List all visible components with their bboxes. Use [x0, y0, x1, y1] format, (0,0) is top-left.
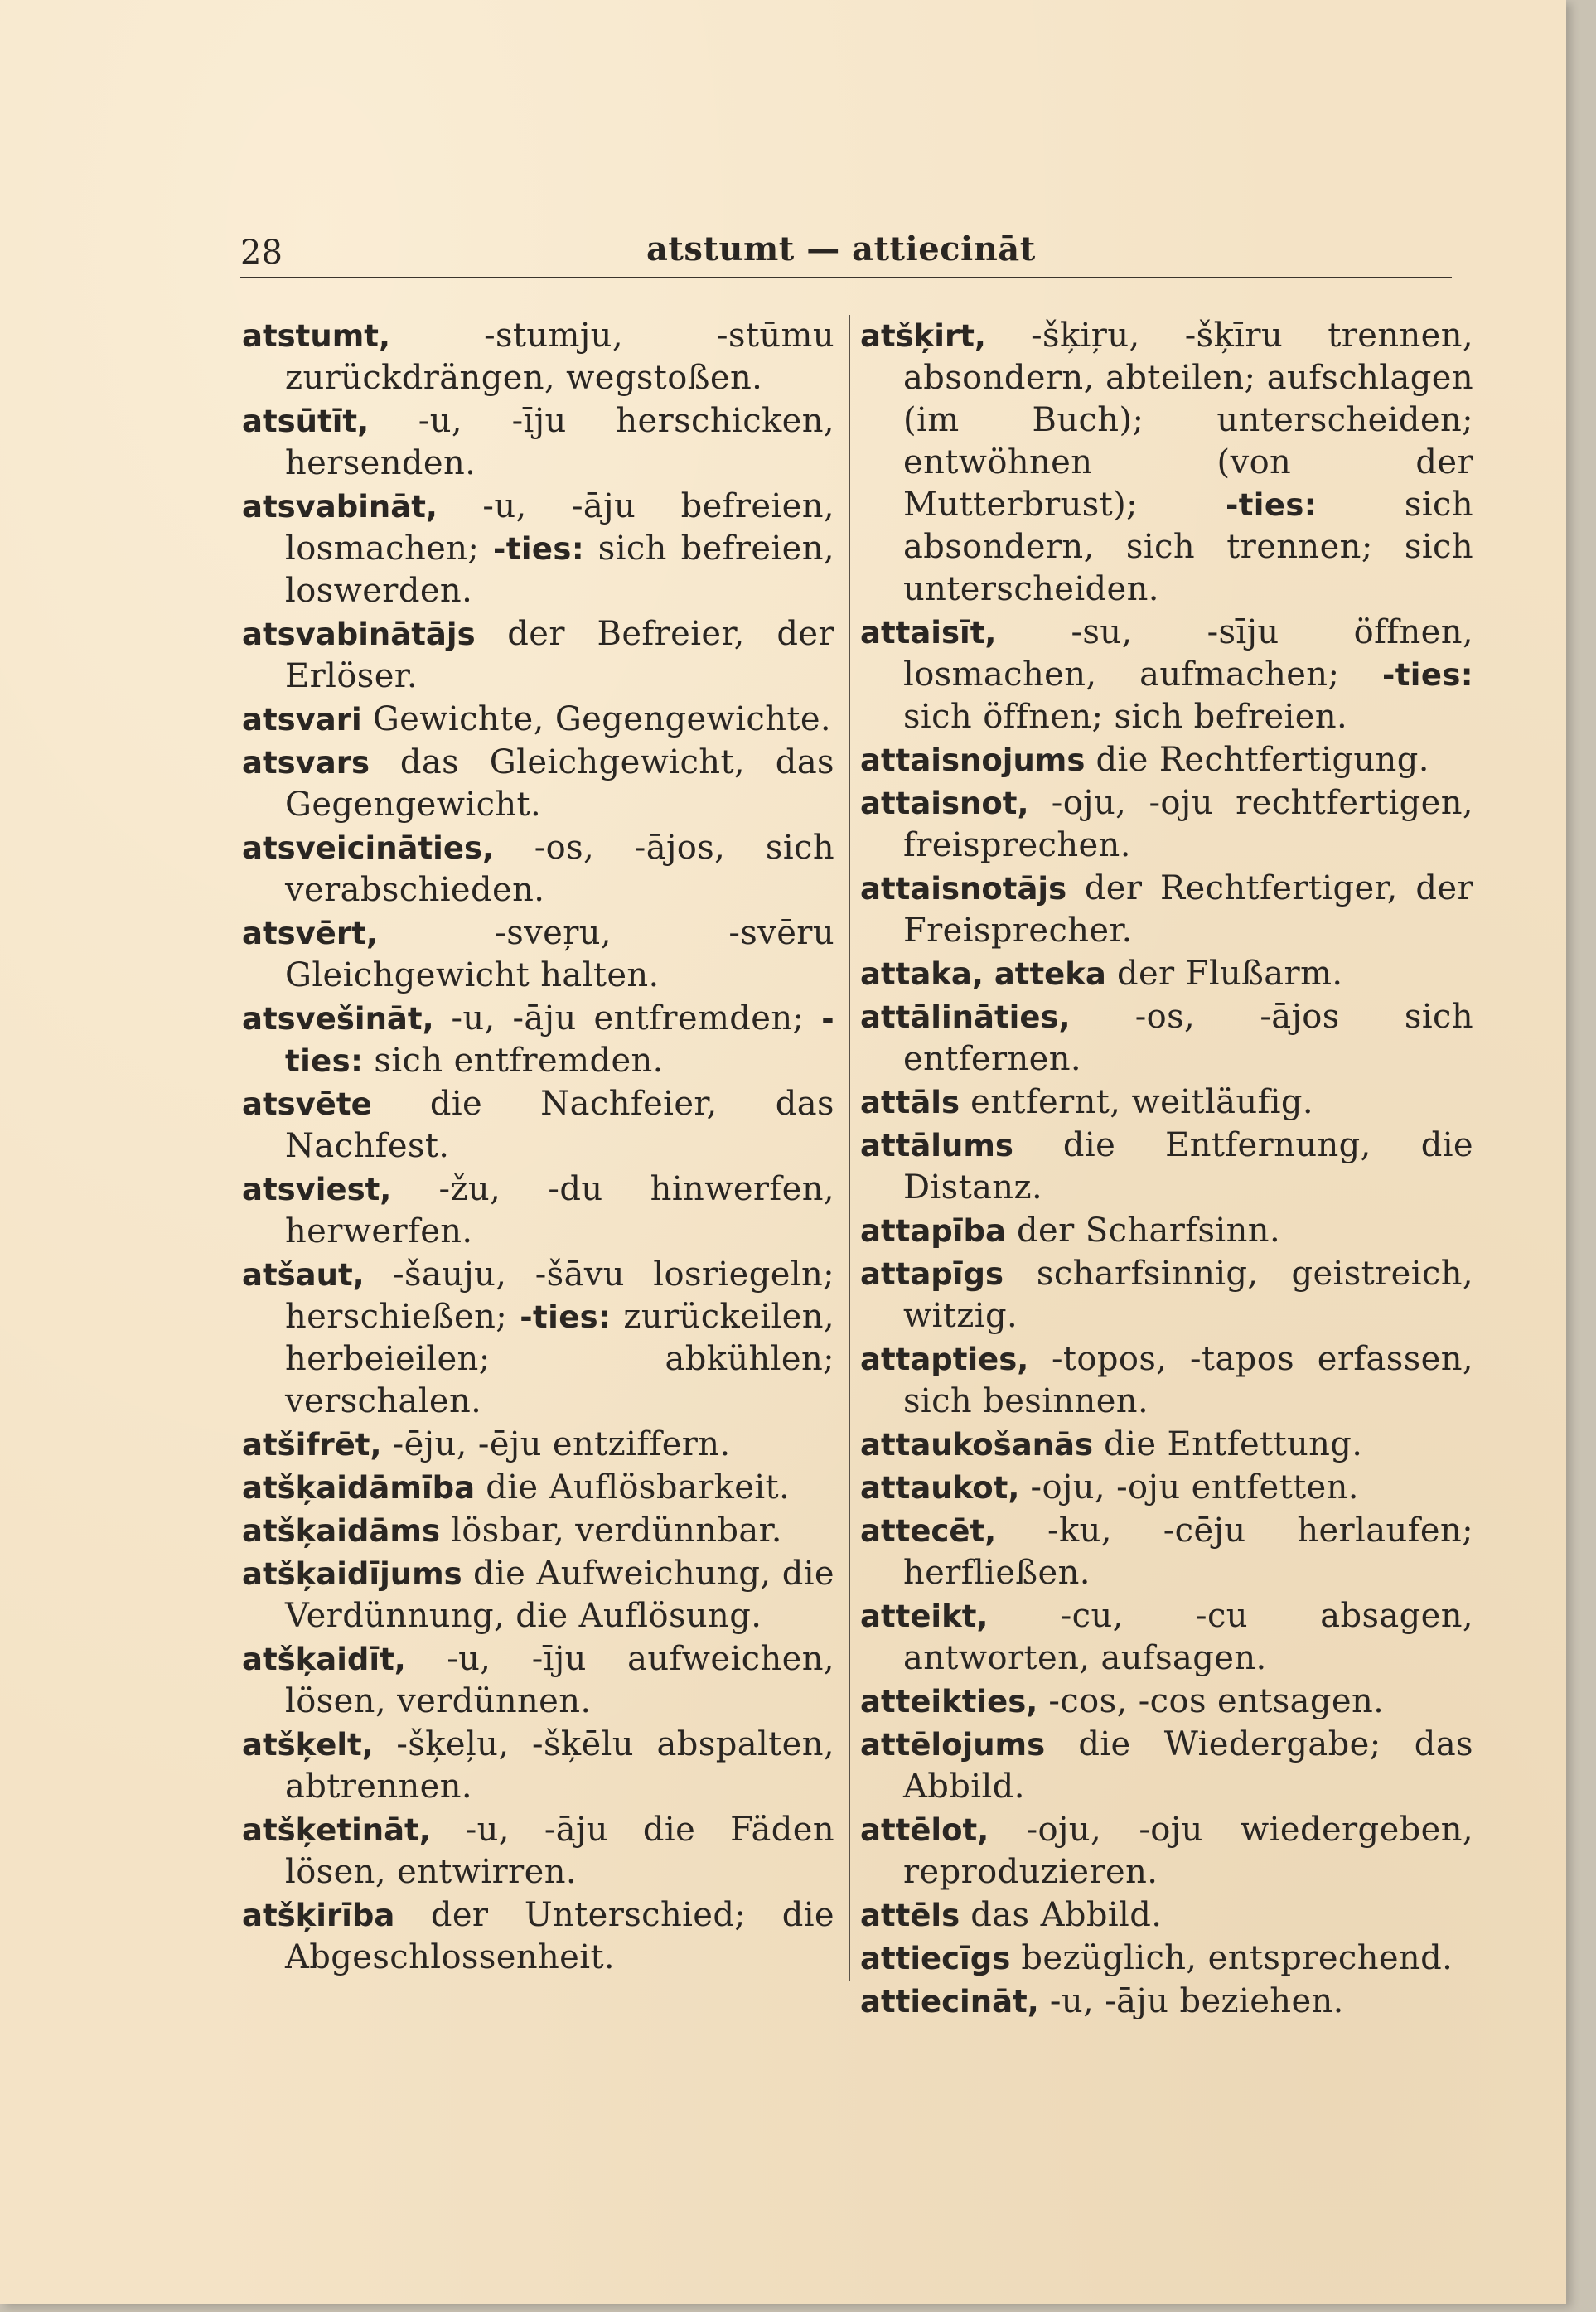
dictionary-entry [242, 699, 834, 741]
entry-reflexive-marker: -ties: [1381, 657, 1473, 693]
entry-headword: atšķirība [242, 1898, 395, 1933]
entry-definition-continued: sich entfremden. [363, 1042, 664, 1080]
dictionary-entry [860, 1210, 1473, 1252]
dictionary-entry [860, 1510, 1473, 1594]
entry-headword: atsvēte [242, 1086, 372, 1122]
header-rule [240, 277, 1452, 278]
entry-headword: atšaut, [242, 1257, 365, 1293]
entry-definition: -sveŗu, -svēru Gleichgewicht halten. [285, 914, 834, 994]
dictionary-entry [860, 1981, 1473, 2023]
dictionary-entry [860, 1595, 1473, 1680]
entry-definition: Gewichte, Gegengewichte. [361, 700, 832, 738]
dictionary-entry [242, 912, 834, 997]
entry-definition: -os, -ājos sich entfernen. [903, 998, 1473, 1078]
dictionary-entry [860, 1424, 1473, 1466]
dictionary-entry [242, 1467, 834, 1509]
entry-headword: atsvars [242, 745, 370, 781]
entry-headword: attēlot, [860, 1812, 989, 1848]
dictionary-entry [860, 868, 1473, 952]
entry-headword: attaisnot, [860, 786, 1029, 821]
dictionary-entry [242, 1638, 834, 1723]
entry-definition: -u, -īju aufweichen, lösen, verdünnen. [285, 1640, 834, 1720]
entry-definition: -cu, -cu absagen, antworten, aufsagen. [903, 1597, 1473, 1677]
entry-headword: attaka, atteka [860, 956, 1106, 992]
entry-headword: atšķetināt, [242, 1812, 431, 1848]
entry-headword: attiecināt, [860, 1984, 1039, 2019]
entry-headword: atsvērt, [242, 916, 378, 951]
entry-definition: der Rechtfertiger, der Freisprecher. [903, 869, 1473, 950]
dictionary-entry [860, 1809, 1473, 1894]
entry-headword: atteikt, [860, 1599, 989, 1634]
dictionary-entry [860, 1338, 1473, 1423]
entry-definition: die Aufweichung, die Verdünnung, die Auflösung. [285, 1555, 834, 1635]
dictionary-entry [242, 1553, 834, 1637]
entry-headword: atšifrēt, [242, 1427, 382, 1463]
column-divider [849, 315, 850, 1981]
dictionary-entry [242, 998, 834, 1082]
dictionary-entry [860, 1081, 1473, 1124]
dictionary-entry [860, 1125, 1473, 1209]
dictionary-entry [242, 827, 834, 912]
entry-definition-continued: zurückeilen, herbeieilen; abkühlen; verschalen. [285, 1298, 834, 1420]
entry-definition: die Wiedergabe; das Abbild. [903, 1725, 1473, 1806]
entry-definition: -u, -āju befreien, losmachen; [285, 487, 834, 568]
entry-definition: bezüglich, entsprechend. [1010, 1939, 1453, 1977]
entry-headword: attecēt, [860, 1513, 997, 1549]
entry-definition: scharfsinnig, geistreich, witzig. [903, 1255, 1473, 1335]
running-head: atstumt — attiecināt [646, 230, 1036, 268]
entry-reflexive-marker: -ties: [492, 531, 585, 567]
dictionary-entry [242, 1894, 834, 1979]
entry-headword: attapties, [860, 1342, 1029, 1377]
entry-definition: -os, -ājos, sich verabschieden. [285, 829, 834, 909]
entry-headword: atsvabinātājs [242, 617, 476, 652]
dictionary-entry [242, 613, 834, 698]
entry-definition: -u, -īju herschicken, hersenden. [285, 402, 834, 482]
dictionary-entry [242, 1424, 834, 1466]
entry-headword: atsvabināt, [242, 489, 438, 525]
entry-definition: -šķeļu, -šķēlu abspalten, abtrennen. [285, 1725, 834, 1806]
dictionary-entry [242, 1510, 834, 1552]
dictionary-entry [242, 1809, 834, 1894]
dictionary-entry [860, 953, 1473, 995]
entry-headword: atsūtīt, [242, 404, 370, 439]
dictionary-entry [860, 1467, 1473, 1509]
dictionary-entry [860, 1894, 1473, 1937]
entry-headword: atteikties, [860, 1684, 1038, 1719]
entry-definition-continued: sich absondern, sich trennen; sich unterscheiden. [903, 486, 1473, 608]
entry-headword: attaisnotājs [860, 871, 1067, 907]
dictionary-entry [860, 996, 1473, 1081]
entry-definition: der Flußarm. [1105, 955, 1343, 993]
entry-definition: -cos, -cos entsagen. [1037, 1682, 1385, 1720]
entry-definition: -šauju, -šāvu losriegeln; herschießen; [285, 1255, 834, 1336]
entry-definition: die Entfettung. [1093, 1425, 1363, 1463]
entry-reflexive-marker: -ties: [1225, 487, 1317, 523]
entry-headword: atsvešināt, [242, 1001, 434, 1037]
entry-definition: die Auflösbarkeit. [475, 1468, 791, 1507]
entry-definition: die Entfernung, die Distanz. [903, 1126, 1473, 1207]
entry-headword: attapīgs [860, 1256, 1004, 1292]
dictionary-entry [242, 742, 834, 826]
dictionary-entry [242, 400, 834, 485]
entry-headword: attaukošanās [860, 1427, 1094, 1463]
page-number: 28 [240, 234, 283, 272]
dictionary-entry [242, 1083, 834, 1168]
entry-definition: -šķiŗu, -šķīru trennen, absondern, abteilen; aufschlagen (im Buch); unterscheiden; entwöhnen (von der Mutterbrust); [903, 317, 1473, 524]
dictionary-entry [860, 612, 1473, 738]
left-column [242, 315, 834, 1980]
dictionary-entry [860, 782, 1473, 867]
entry-definition: der Scharfsinn. [1005, 1212, 1281, 1250]
entry-headword: attēls [860, 1898, 960, 1933]
dictionary-entry [242, 486, 834, 612]
entry-definition: -u, -āju entfremden; [433, 999, 822, 1037]
entry-definition: die Rechtfertigung. [1085, 741, 1429, 779]
entry-definition: -ku, -cēju herlaufen; herfließen. [903, 1512, 1473, 1592]
entry-headword: attēlojums [860, 1727, 1046, 1763]
entry-definition-continued: sich öffnen; sich befreien. [903, 698, 1348, 736]
entry-reflexive-marker: -ties: [285, 1001, 834, 1079]
entry-definition: der Befreier, der Erlöser. [285, 615, 834, 695]
entry-definition: -oju, -oju entfetten. [1019, 1468, 1359, 1507]
entry-headword: atšķirt, [860, 318, 986, 354]
dictionary-entry [242, 1254, 834, 1423]
entry-definition: -su, -sīju öffnen, losmachen, aufmachen; [903, 613, 1473, 694]
entry-headword: attālināties, [860, 999, 1071, 1035]
entry-headword: attaukot, [860, 1470, 1020, 1506]
entry-definition: -žu, -du hinwerfen, herwerfen. [285, 1170, 834, 1250]
entry-headword: attaisīt, [860, 615, 997, 651]
entry-definition: -oju, -oju rechtfertigen, freisprechen. [903, 784, 1473, 864]
entry-headword: atšķaidāmība [242, 1470, 476, 1506]
entry-headword: atsviest, [242, 1172, 392, 1207]
dictionary-entry [860, 1253, 1473, 1337]
entry-definition: entfernt, weitläufig. [960, 1083, 1313, 1121]
entry-headword: attaisnojums [860, 742, 1086, 778]
entry-definition: lösbar, verdünnbar. [439, 1512, 782, 1550]
entry-headword: attapība [860, 1213, 1006, 1249]
right-column [860, 315, 1473, 2024]
entry-definition: -u, -āju die Fäden lösen, entwirren. [285, 1811, 834, 1891]
entry-definition-continued: sich befreien, loswerden. [285, 530, 834, 610]
dictionary-entry [860, 315, 1473, 611]
entry-definition: -u, -āju beziehen. [1038, 1982, 1344, 2020]
entry-headword: atšķaidāms [242, 1513, 440, 1549]
entry-headword: atšķaidījums [242, 1556, 462, 1592]
dictionary-entry [860, 739, 1473, 781]
entry-headword: atsvari [242, 702, 362, 738]
page-header [240, 230, 1450, 275]
dictionary-entry [860, 1724, 1473, 1808]
entry-definition: -oju, -oju wiedergeben, reproduzieren. [903, 1811, 1473, 1891]
entry-headword: atstumt, [242, 318, 391, 354]
entry-headword: attiecīgs [860, 1941, 1011, 1976]
entry-definition: das Abbild. [960, 1896, 1163, 1934]
dictionary-entry [860, 1937, 1473, 1980]
entry-headword: atšķaidīt, [242, 1642, 406, 1677]
entry-headword: atsveicināties, [242, 830, 495, 866]
entry-definition: das Gleichgewicht, das Gegengewicht. [285, 743, 834, 824]
dictionary-entry [242, 315, 834, 399]
dictionary-entry [860, 1681, 1473, 1723]
entry-headword: atšķelt, [242, 1727, 374, 1763]
entry-definition: -stumju, -stūmu zurückdrängen, wegstoßen. [285, 317, 834, 397]
entry-definition: -topos, -tapos erfassen, sich besinnen. [903, 1340, 1473, 1420]
entry-definition: der Unterschied; die Abgeschlossenheit. [285, 1896, 834, 1976]
entry-headword: attālums [860, 1128, 1013, 1163]
dictionary-entry [242, 1168, 834, 1253]
entry-headword: attāls [860, 1085, 960, 1120]
entry-definition: -ēju, -ēju entziffern. [381, 1425, 731, 1463]
entry-definition: die Nachfeier, das Nachfest. [285, 1085, 834, 1165]
dictionary-entry [242, 1724, 834, 1808]
entry-reflexive-marker: -ties: [520, 1299, 612, 1335]
